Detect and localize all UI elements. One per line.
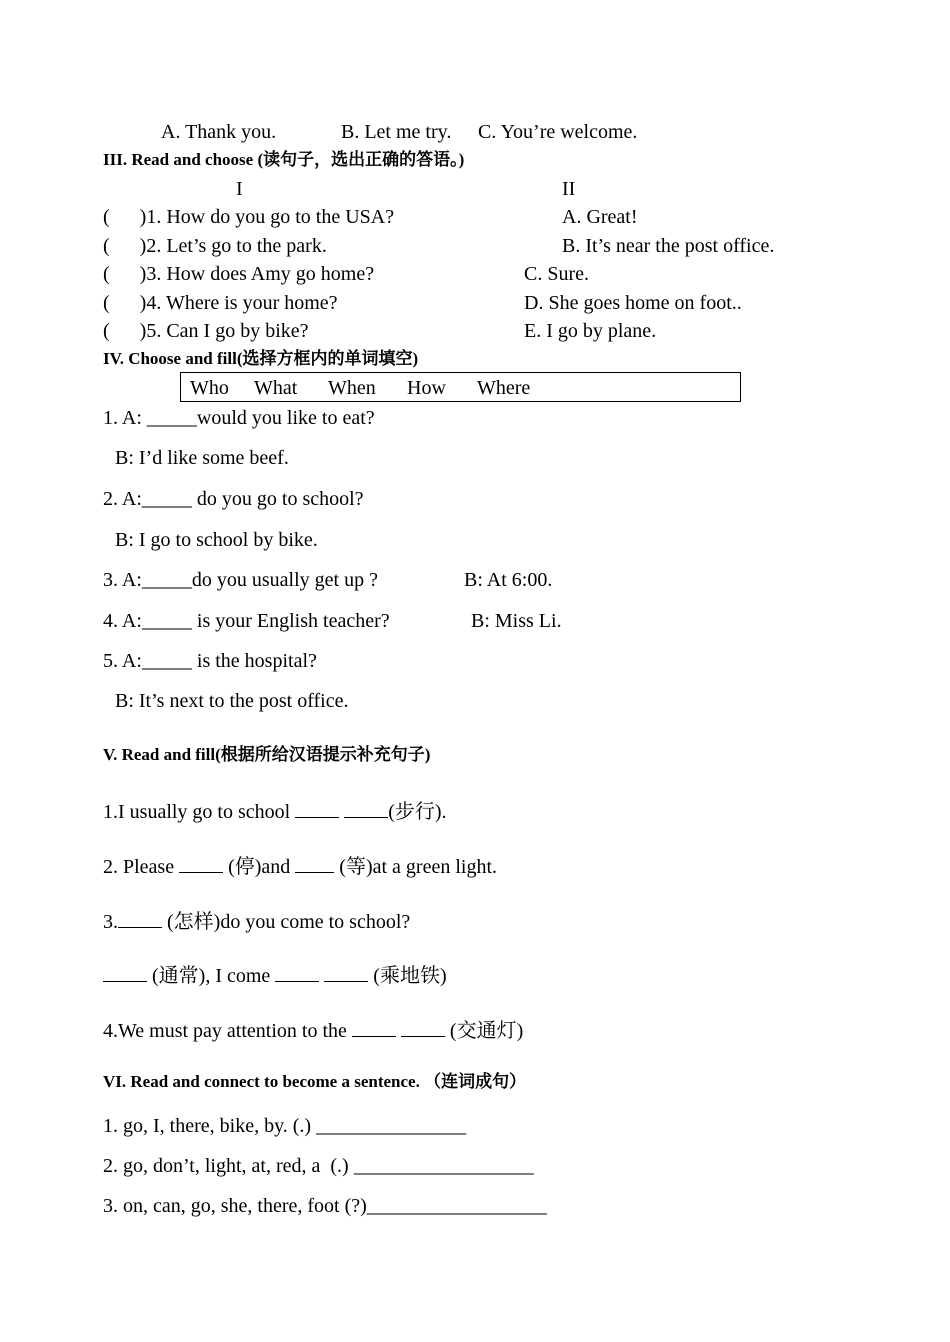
word-where: Where bbox=[477, 377, 531, 399]
fill-q4-b: B: Miss Li. bbox=[471, 610, 562, 632]
word-who: Who bbox=[190, 377, 229, 399]
word-when: When bbox=[328, 377, 376, 399]
v-line-4-hint1: (通常), I come bbox=[147, 965, 276, 987]
fill-q3-a: 3. A:_____do you usually get up ? bbox=[103, 569, 378, 591]
section6-title: VI. Read and connect to become a sentence. （连词成句） bbox=[103, 1072, 527, 1091]
v-line-1 bbox=[103, 799, 447, 822]
question-1: ( )1. How do you go to the USA? bbox=[103, 206, 395, 228]
word-how: How bbox=[407, 377, 446, 399]
section4-title: IV. Choose and fill(选择方框内的单词填空) bbox=[103, 349, 419, 368]
column-ii-label: II bbox=[562, 178, 576, 200]
option-b: B. Let me try. bbox=[341, 121, 452, 143]
v-line-2 bbox=[103, 854, 497, 877]
fill-q2-b: B: I go to school by bike. bbox=[115, 529, 318, 551]
v-line-1-text: 1.I usually go to school bbox=[103, 801, 296, 823]
answer-d: D. She goes home on foot.. bbox=[524, 292, 742, 314]
blank bbox=[344, 799, 388, 818]
answer-a: A. Great! bbox=[562, 206, 638, 228]
fill-q5-b: B: It’s next to the post office. bbox=[115, 690, 349, 712]
word-box bbox=[180, 372, 741, 402]
v-line-3 bbox=[103, 909, 410, 932]
connect-q3: 3. on, can, go, she, there, foot (?)__________________ bbox=[103, 1195, 547, 1217]
v-line-3-hint: (怎样)do you come to school? bbox=[162, 911, 411, 933]
blank bbox=[401, 1018, 445, 1037]
fill-q2-a: 2. A:_____ do you go to school? bbox=[103, 488, 364, 510]
blank bbox=[275, 963, 319, 982]
blank bbox=[352, 1018, 396, 1037]
blank bbox=[324, 963, 368, 982]
answer-b: B. It’s near the post office. bbox=[562, 235, 775, 257]
v-line-1-hint: (步行). bbox=[388, 801, 447, 823]
question-5: ( )5. Can I go by bike? bbox=[103, 320, 309, 342]
fill-q1-b: B: I’d like some beef. bbox=[115, 447, 289, 469]
answer-c: C. Sure. bbox=[524, 263, 589, 285]
v-line-4 bbox=[103, 963, 447, 986]
connect-q1: 1. go, I, there, bike, by. (.) _______________ bbox=[103, 1115, 467, 1137]
option-c: C. You’re welcome. bbox=[478, 121, 638, 143]
v-line-2-hint2: (等)at a green light. bbox=[334, 856, 498, 878]
blank bbox=[295, 799, 339, 818]
v-line-2-text: 2. Please bbox=[103, 856, 180, 878]
question-3: ( )3. How does Amy go home? bbox=[103, 263, 375, 285]
blank bbox=[118, 909, 162, 928]
v-line-5 bbox=[103, 1018, 523, 1041]
fill-q3-b: B: At 6:00. bbox=[464, 569, 553, 591]
blank bbox=[179, 854, 223, 873]
section5-title: V. Read and fill(根据所给汉语提示补充句子) bbox=[103, 745, 431, 764]
v-line-4-hint2: (乘地铁) bbox=[368, 965, 447, 987]
blank bbox=[103, 963, 147, 982]
v-line-5-hint: (交通灯) bbox=[444, 1020, 524, 1042]
fill-q1-a: 1. A: _____would you like to eat? bbox=[103, 407, 375, 429]
v-line-5-text: 4.We must pay attention to the bbox=[103, 1020, 352, 1042]
fill-q4-a: 4. A:_____ is your English teacher? bbox=[103, 610, 390, 632]
v-line-2-hint1: (停)and bbox=[223, 856, 296, 878]
column-i-label: I bbox=[236, 178, 243, 200]
blank bbox=[295, 854, 334, 873]
connect-q2: 2. go, don’t, light, at, red, a (.) __________________ bbox=[103, 1155, 534, 1177]
question-2: ( )2. Let’s go to the park. bbox=[103, 235, 327, 257]
option-a: A. Thank you. bbox=[161, 121, 277, 143]
section3-title: III. Read and choose (读句子，选出正确的答语。) bbox=[103, 150, 465, 169]
question-4: ( )4. Where is your home? bbox=[103, 292, 338, 314]
v-line-3-text: 3. bbox=[103, 911, 118, 933]
word-what: What bbox=[254, 377, 298, 399]
fill-q5-a: 5. A:_____ is the hospital? bbox=[103, 650, 317, 672]
answer-e: E. I go by plane. bbox=[524, 320, 657, 342]
